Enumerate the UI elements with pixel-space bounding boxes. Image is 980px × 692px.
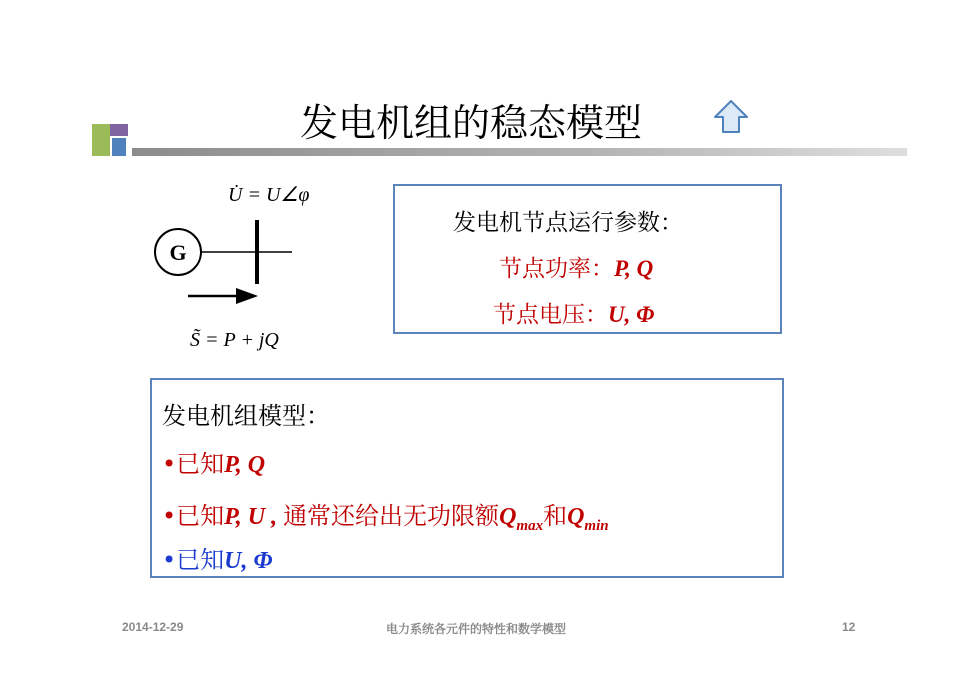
- generator-model-box: [150, 378, 784, 578]
- q-max-symbol: [499, 504, 544, 534]
- model-item-uphi: [162, 540, 272, 575]
- node-power-line: [499, 250, 653, 283]
- power-formula: S̃ = P + jQ: [190, 329, 279, 351]
- footer-title: 电力系统各元件的特性和数学模型: [386, 622, 567, 636]
- bullet: •: [162, 502, 177, 530]
- node-voltage-line: [493, 296, 654, 329]
- q-min-symbol: [567, 504, 609, 534]
- node-params-box: [393, 184, 782, 334]
- generator-diagram: [150, 178, 380, 368]
- q-min-subscript: min: [584, 517, 609, 534]
- item-pu-comma: ,: [265, 504, 284, 530]
- q-max-subscript: max: [516, 517, 544, 534]
- voltage-formula: U̇ = U∠φ: [228, 184, 310, 206]
- up-arrow-icon[interactable]: [712, 98, 750, 136]
- power-arrow-head: [236, 288, 258, 304]
- item-pu-text: 通常还给出无功限额: [283, 502, 500, 530]
- item-pq-prefix: 已知: [176, 450, 225, 478]
- q-min-letter: Q: [567, 504, 585, 530]
- q-max-letter: Q: [499, 504, 517, 530]
- node-voltage-label: 节点电压：: [493, 302, 608, 328]
- item-uphi-prefix: 已知: [176, 546, 225, 574]
- model-item-pu: [162, 496, 609, 535]
- title-underline: [132, 148, 907, 156]
- node-voltage-symbols: U, Φ: [608, 302, 655, 327]
- item-pq-symbols: P, Q: [224, 452, 266, 478]
- generator-label: G: [169, 240, 187, 265]
- node-power-symbols: P, Q: [614, 256, 654, 281]
- model-heading: 发电机组模型：: [162, 402, 330, 430]
- model-item-pq: [162, 444, 265, 479]
- footer-date: 2014-12-29: [122, 620, 184, 634]
- item-uphi-symbols: U, Φ: [224, 548, 273, 574]
- bullet: •: [162, 450, 177, 478]
- node-params-heading: 发电机节点运行参数：: [453, 210, 683, 236]
- page-number: 12: [842, 620, 856, 634]
- bullet: •: [162, 546, 177, 574]
- page-title: 发电机组的稳态模型: [300, 101, 643, 145]
- item-pu-symbols: P, U: [224, 504, 266, 530]
- item-pu-prefix: 已知: [176, 502, 225, 530]
- node-power-label: 节点功率：: [499, 256, 614, 282]
- item-pu-and: 和: [543, 502, 568, 530]
